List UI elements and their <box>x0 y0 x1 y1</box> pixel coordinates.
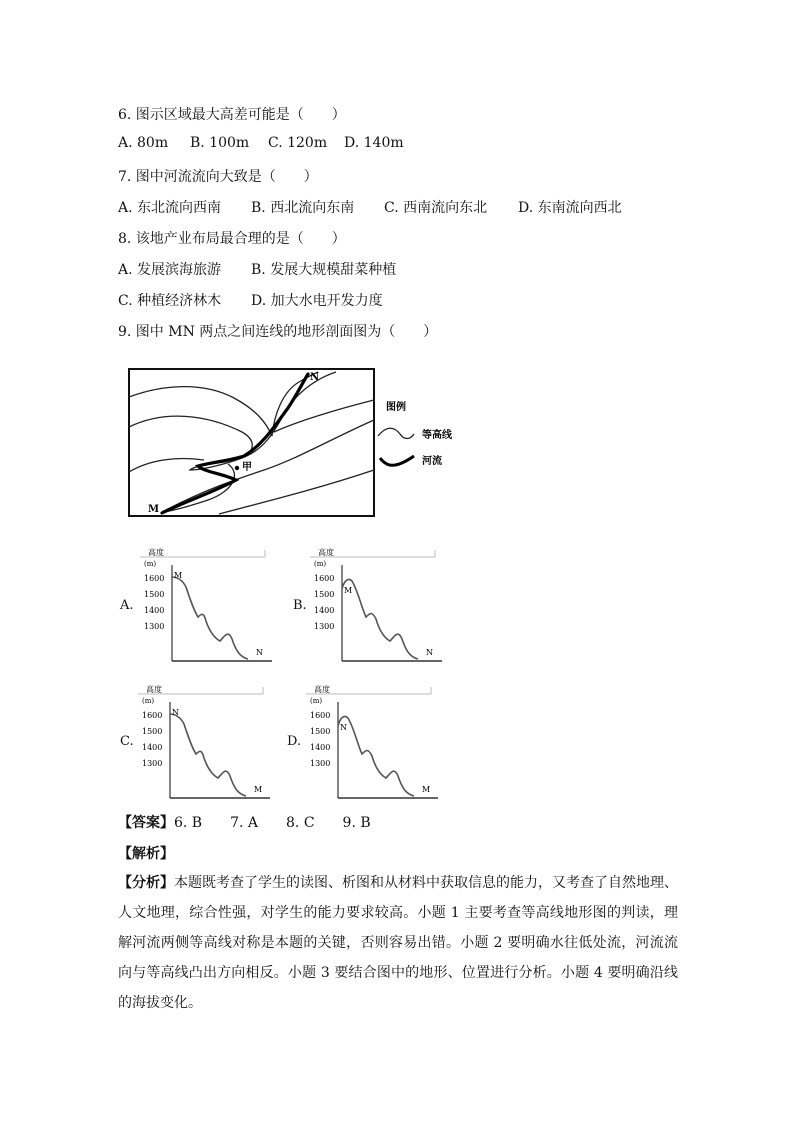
legend-river-symbol <box>380 456 414 465</box>
y-tick-label: 1600 <box>142 711 163 720</box>
option-b: B. 西北流向东南 <box>251 200 355 216</box>
contour-map <box>124 362 464 522</box>
question-9-stem: 9. 图中 MN 两点之间连线的地形剖面图为（ ） <box>118 324 438 340</box>
y-tick-label: 1600 <box>144 574 165 583</box>
legend-contour-label: 等高线 <box>422 430 452 441</box>
y-axis-title: 高度 <box>146 685 162 694</box>
profile-chart-c <box>138 682 273 804</box>
option-a: A. 发展滨海旅游 <box>118 262 222 278</box>
question-7-stem: 7. 图中河流流向大致是（ ） <box>118 169 318 185</box>
y-tick-label: 1600 <box>314 574 335 583</box>
option-d: D. 加大水电开发力度 <box>251 293 383 309</box>
y-axis-title: 高度 <box>318 548 334 557</box>
option-d: D. 140m <box>344 135 404 151</box>
profile-chart-d <box>306 682 441 804</box>
y-axis-unit: (m) <box>310 697 323 705</box>
option-c: C. 120m <box>268 135 328 151</box>
analysis-paragraph <box>118 868 678 1018</box>
y-tick-label: 1500 <box>314 590 335 599</box>
question-8-options-row2 <box>118 290 383 310</box>
y-axis-title: 高度 <box>314 685 330 694</box>
option-c: C. 种植经济林木 <box>118 293 222 309</box>
profile-start-label: M <box>174 571 183 580</box>
option-a: A. 东北流向西南 <box>118 200 222 216</box>
point-jia-marker <box>235 466 239 470</box>
y-tick-label: 1300 <box>314 622 335 631</box>
analysis-text: 本题既考查了学生的读图、析图和从材料中获取信息的能力，又考查了自然地理、人文地理，综合性强，对学生的能力要求较高。小题 1 主要考查等高线地形图的判读，理解河流两侧等高线对称是本题的关键，否则容易出错。小题 2 要明确水往低处流，河流流向与等高线凸出方向相反。小题 3 要结合图中的地形、位置进行分析。小题 4 要明确沿线的海拔变化。 <box>118 875 678 1011</box>
profile-start-label: N <box>172 708 179 717</box>
option-b: B. 发展大规模甜菜种植 <box>251 262 397 278</box>
profile-start-label: N <box>340 723 347 732</box>
profile-chart-a <box>140 545 275 667</box>
question-7-options <box>118 197 622 217</box>
analysis-heading: 【解析】 <box>118 846 174 862</box>
y-tick-label: 1500 <box>144 590 165 599</box>
point-n-label: N <box>310 372 320 383</box>
question-8-options-row1 <box>118 259 396 279</box>
profile-start-label: M <box>344 586 353 595</box>
profile-option-b-letter: B. <box>293 598 307 613</box>
y-tick-label: 1300 <box>310 759 331 768</box>
profile-option-d-letter: D. <box>287 734 302 749</box>
answer-text: 6. B 7. A 8. C 9. B <box>174 815 371 831</box>
question-6-stem: 6. 图示区域最大高差可能是（ ） <box>118 107 346 123</box>
y-tick-label: 1400 <box>310 743 331 752</box>
y-axis-title: 高度 <box>148 548 164 557</box>
option-b: B. 100m <box>190 135 250 151</box>
profile-curve <box>338 716 414 796</box>
profile-option-a-letter: A. <box>120 598 134 613</box>
y-tick-label: 1400 <box>144 606 165 615</box>
analysis-label: 【分析】 <box>118 875 174 891</box>
legend-river-label: 河流 <box>422 456 442 467</box>
y-axis-unit: (m) <box>144 560 157 568</box>
y-tick-label: 1300 <box>142 759 163 768</box>
profile-option-c-letter: C. <box>120 734 134 749</box>
y-tick-label: 1500 <box>142 727 163 736</box>
y-axis-unit: (m) <box>314 560 327 568</box>
option-a: A. 80m <box>118 135 169 151</box>
profile-curve <box>342 579 418 659</box>
answer-line <box>118 812 371 832</box>
y-tick-label: 1600 <box>310 711 331 720</box>
y-tick-label: 1400 <box>142 743 163 752</box>
y-tick-label: 1400 <box>314 606 335 615</box>
option-d: D. 东南流向西北 <box>518 200 622 216</box>
y-tick-label: 1500 <box>310 727 331 736</box>
legend-title: 图例 <box>386 402 406 413</box>
y-tick-label: 1300 <box>144 622 165 631</box>
question-8-stem: 8. 该地产业布局最合理的是（ ） <box>118 231 346 247</box>
point-jia-label: 甲 <box>242 462 252 473</box>
point-m-label: M <box>148 504 160 515</box>
profile-end-label: N <box>256 648 263 657</box>
profile-chart-b <box>310 545 445 667</box>
legend-contour-symbol <box>378 428 414 438</box>
profile-end-label: M <box>422 785 431 794</box>
profile-curve <box>172 577 248 659</box>
question-6-options <box>118 135 404 151</box>
y-axis-unit: (m) <box>142 697 155 705</box>
answer-label: 【答案】 <box>118 815 174 831</box>
profile-end-label: M <box>254 785 263 794</box>
profile-end-label: N <box>426 648 433 657</box>
profile-curve <box>170 714 246 796</box>
option-c: C. 西南流向东北 <box>384 200 488 216</box>
